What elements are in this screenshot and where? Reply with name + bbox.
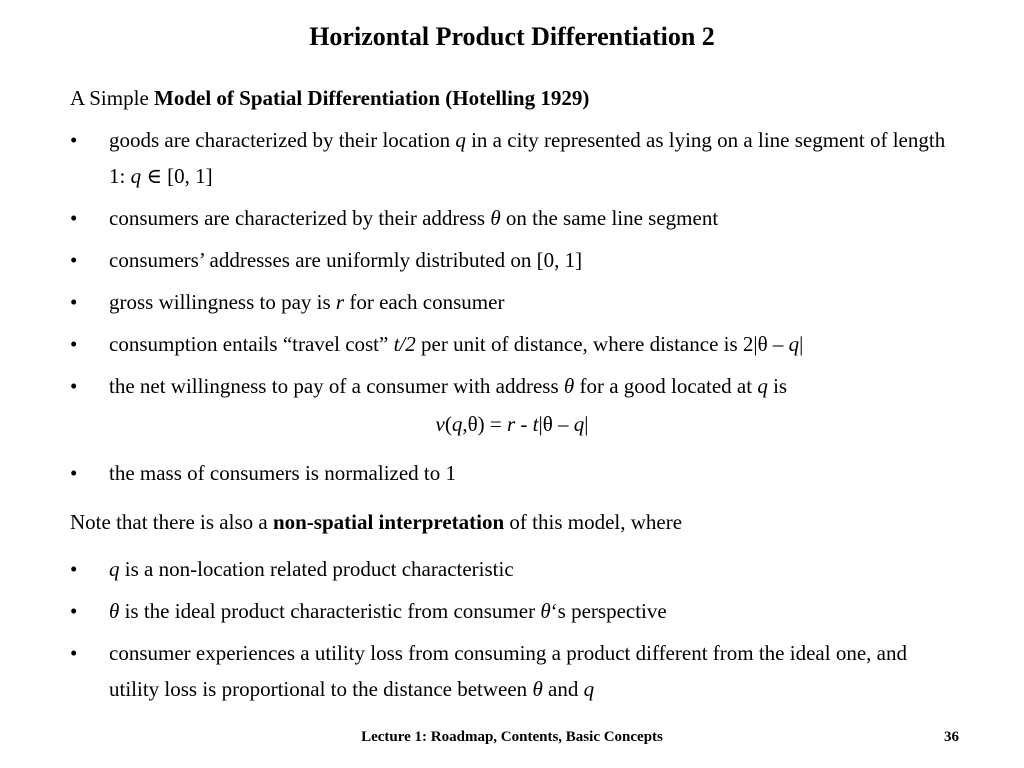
formula-text: | (584, 412, 589, 436)
text: per unit of distance, where distance is 2|θ – (415, 332, 789, 356)
symbol-q: q (583, 677, 595, 701)
list-item (70, 455, 960, 491)
text: for each consumer (344, 290, 505, 314)
symbol-q: q (130, 164, 142, 188)
text: | (799, 332, 804, 356)
list-item (70, 284, 960, 320)
bullet-icon: • (70, 248, 78, 272)
text: consumers’ addresses are uniformly distributed on [0, 1] (109, 248, 583, 272)
utility-formula (0, 412, 1024, 437)
note-lead: Note that there is also a (70, 510, 273, 534)
bullet-list-model (70, 122, 960, 410)
list-item (70, 326, 960, 362)
text: consumption entails “travel cost” (109, 332, 394, 356)
bullet-icon: • (70, 290, 78, 314)
symbol-t-half: t/2 (393, 332, 416, 356)
bullet-icon: • (70, 641, 78, 665)
list-item (70, 635, 960, 707)
footer-text: Lecture 1: Roadmap, Contents, Basic Concepts (361, 729, 663, 745)
text: ∈ [0, 1] (141, 164, 213, 188)
bullet-icon: • (70, 374, 78, 398)
list-item (70, 122, 960, 194)
text: gross willingness to pay is (109, 290, 336, 314)
text: the net willingness to pay of a consumer with address (109, 374, 564, 398)
bullet-icon: • (70, 206, 78, 230)
text: is a non-location related product characteristic (119, 557, 514, 581)
list-item (70, 200, 960, 236)
bullet-list-mass (70, 455, 960, 497)
text: is the ideal product characteristic from consumer (119, 599, 541, 623)
page-number: 36 (944, 729, 959, 745)
formula-text: - (515, 412, 533, 436)
intro-line (70, 86, 589, 111)
symbol-r: r (335, 290, 345, 314)
bullet-icon: • (70, 332, 78, 356)
text: goods are characterized by their location (109, 128, 456, 152)
symbol-q: q (455, 128, 466, 152)
text: ‘s perspective (550, 599, 667, 623)
symbol-theta: θ (540, 599, 551, 623)
bullet-list-nonspatial (70, 551, 960, 713)
note-line (70, 510, 682, 535)
bullet-icon: • (70, 557, 78, 581)
symbol-q: q (109, 557, 120, 581)
symbol-theta: θ (109, 599, 120, 623)
text: is (767, 374, 788, 398)
formula-text: ( (444, 412, 452, 436)
slide-title: Horizontal Product Differentiation 2 (309, 22, 715, 51)
formula-t: t (532, 412, 539, 436)
text: and (542, 677, 584, 701)
symbol-q: q (788, 332, 800, 356)
text: the mass of consumers is normalized to 1 (109, 461, 457, 485)
symbol-theta: θ (490, 206, 501, 230)
bullet-icon: • (70, 128, 78, 152)
bullet-icon: • (70, 599, 78, 623)
formula-text: ,θ) = (462, 412, 507, 436)
text: for a good located at (574, 374, 758, 398)
formula-v: v (435, 412, 445, 436)
symbol-q: q (757, 374, 768, 398)
intro-bold: Model of Spatial Differentiation (Hotelling 1929) (154, 86, 590, 110)
text: in a city represented as lying on a line segment of length 1: (109, 128, 946, 188)
formula-text: |θ – (538, 412, 574, 436)
note-bold: non-spatial interpretation (272, 510, 505, 534)
list-item (70, 368, 960, 404)
text: consumers are characterized by their address (109, 206, 491, 230)
list-item (70, 593, 960, 629)
bullet-icon: • (70, 461, 78, 485)
symbol-theta: θ (563, 374, 575, 398)
formula-q: q (451, 412, 463, 436)
formula-r: r (506, 412, 516, 436)
symbol-theta: θ (532, 677, 543, 701)
formula-q: q (573, 412, 585, 436)
text: on the same line segment (500, 206, 719, 230)
list-item (70, 551, 960, 587)
intro-lead: A Simple (70, 86, 155, 110)
note-tail: of this model, where (504, 510, 683, 534)
list-item (70, 242, 960, 278)
text: consumer experiences a utility loss from consuming a product different from the ideal one, and utility loss is proportional to the distance between (109, 641, 907, 701)
